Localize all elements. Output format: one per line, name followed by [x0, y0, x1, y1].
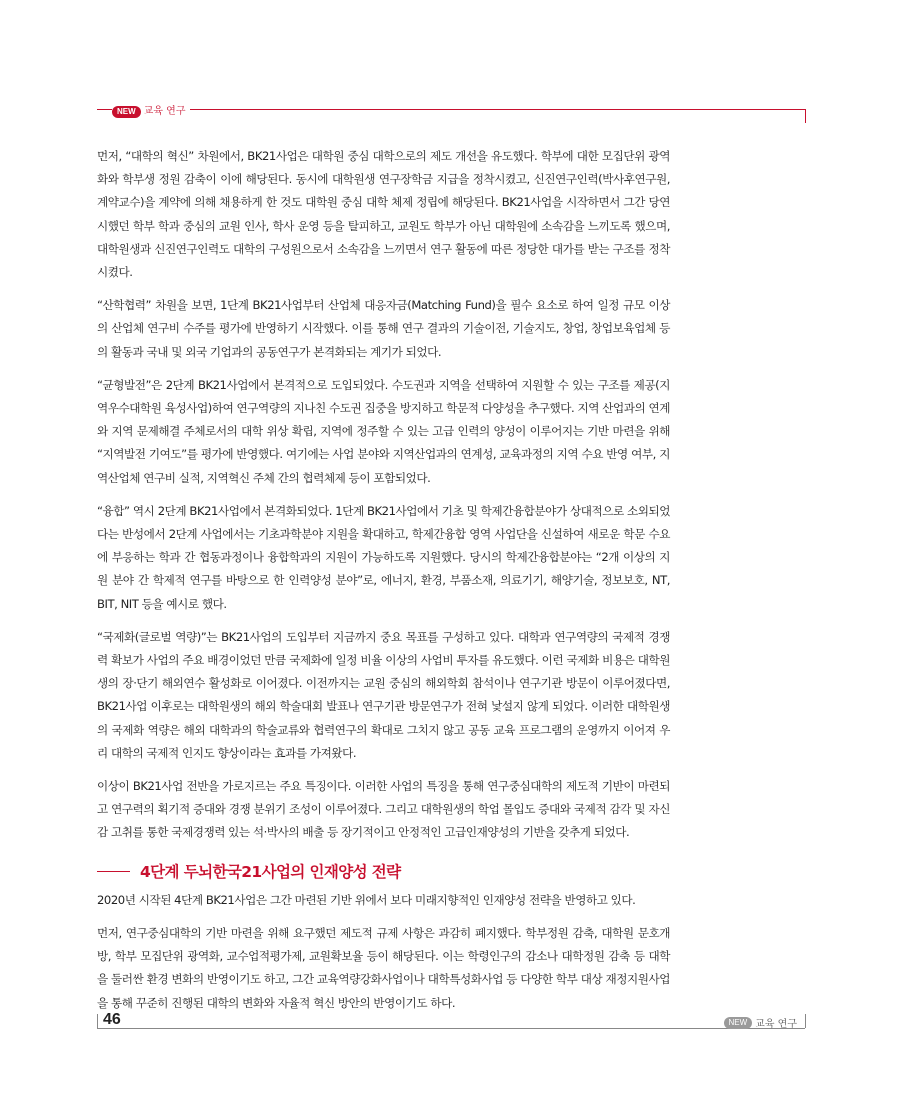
- paragraph: “균형발전”은 2단계 BK21사업에서 본격적으로 도입되었다. 수도권과 지역을 선택하여 지원할 수 있는 구조를 제공(지역우수대학원 육성사업)하여 연구역량의 지나친 수도권 집중을 방지하고 학문적 다양성을 추구했다. 지역 산업과의 연계와 지역 문제해결 주체로서의 대학 위상 확립, 지역에 정주할 수 있는 고급 인력의 양성이 이루어지는 기반 마련을 위해 “지역발전 기여도”를 평가에 반영했다. 여기에는 사업 분야와 지역산업과의 연계성, 교육과정의 지역 수요 반영 여부, 지역산업체 연구비 실적, 지역혁신 주체 간의 협력체제 등이 포함되었다.: [97, 377, 670, 485]
- footer-left-tick: [97, 1014, 98, 1028]
- paragraph: “국제화(글로벌 역량)”는 BK21사업의 도입부터 지금까지 중요 목표를 구성하고 있다. 대학과 연구역량의 국제적 경쟁력 확보가 사업의 주요 배경이었던 만큼 국제화에 일정 비율 이상의 사업비 투자를 유도했다. 이런 국제화 비용은 대학원생의 장·단기 해외연수 활성화로 이어졌다. 이전까지는 교원 중심의 해외학회 참석이나 연구기관 방문이 이루어졌다면, BK21사업 이후로는 대학원생의 해외 학술대회 발표나 연구기관 방문연구가 전혀 낯설지 않게 되었다. 이러한 대학원생의 국제화 역량은 해외 대학과의 학술교류와 협력연구의 확대로 그치지 않고 공동 교육 프로그램의 운영까지 이어져 우리 대학의 국제적 인지도 향상이라는 효과를 가져왔다.: [97, 629, 670, 760]
- paragraph: “융합” 역시 2단계 BK21사업에서 본격화되었다. 1단계 BK21사업에서 기초 및 학제간융합분야가 상대적으로 소외되었다는 반성에서 2단계 사업에서는 기초과학분야 지원을 확대하고, 학제간융합 영역 사업단을 신설하여 새로운 학문 수요에 부응하는 학과 간 협동과정이나 융합학과의 지원이 가능하도록 지원했다. 당시의 학제간융합분야는 “2개 이상의 지원 분야 간 학제적 연구를 바탕으로 한 인력양성 분야”로, 에너지, 환경, 부품소재, 의료기기, 해양기술, 정보보호, NT, BIT, NIT 등을 예시로 했다.: [97, 503, 670, 611]
- section-heading: [97, 861, 670, 883]
- heading-rule: [97, 871, 130, 872]
- footer-section-label: 교육 연구: [755, 1019, 797, 1030]
- running-header: [112, 106, 190, 118]
- footer-right-tick: [805, 1014, 806, 1028]
- paragraph: 이상이 BK21사업 전반을 가로지르는 주요 특징이다. 이러한 사업의 특징을 통해 연구중심대학의 제도적 기반이 마련되고 연구력의 획기적 증대와 경쟁 분위기 조성이 이루어졌다. 그리고 대학원생의 학업 몰입도 증대와 국제적 감각 및 자신감 고취를 통한 국제경쟁력 있는 석·박사의 배출 등 장기적이고 안정적인 고급인재양성의 기반을 갖추게 되었다.: [97, 779, 670, 840]
- paragraph: 2020년 시작된 4단계 BK21사업은 그간 마련된 기반 위에서 보다 미래지향적인 인재양성 전략을 반영하고 있다.: [97, 892, 636, 907]
- paragraph: “산학협력” 차원을 보면, 1단계 BK21사업부터 산업체 대응자금(Matching Fund)을 필수 요소로 하여 일정 규모 이상의 산업체 연구비 수주를 평가에 반영하기 시작했다. 이를 통해 연구 결과의 기술이전, 기술지도, 창업, 창업보육업체 등의 활동과 국내 및 외국 기업과의 공동연구가 본격화되는 계기가 되었다.: [97, 298, 670, 359]
- header-rule: [97, 109, 805, 110]
- new-badge: NEW: [724, 1017, 753, 1029]
- paragraph: 먼저, “대학의 혁신” 차원에서, BK21사업은 대학원 중심 대학으로의 제도 개선을 유도했다. 학부에 대한 모집단위 광역화와 학부생 정원 감축이 이에 해당된다. 동시에 대학원생 연구장학금 지급을 정착시켰고, 신진연구인력(박사후연구원, 계약교수)을 계약에 의해 채용하게 한 것도 대학원 중심 대학 체제 정립에 해당된다. BK21사업을 시작하면서 그간 당연시했던 학부 학과 중심의 교원 인사, 학사 운영 등을 탈피하고, 교원도 학부가 아닌 대학원에 소속감을 느끼도록 했으며, 대학원생과 신진연구인력도 대학의 구성원으로서 소속감을 느끼면서 연구 활동에 따른 정당한 대가를 받는 구조를 정착시켰다.: [97, 149, 670, 280]
- section-title: 4단계 두뇌한국21사업의 인재양성 전략: [140, 862, 401, 881]
- running-footer: [724, 1015, 798, 1030]
- article-body: [97, 145, 670, 1025]
- paragraph: 먼저, 연구중심대학의 기반 마련을 위해 요구했던 제도적 규제 사항은 과감히 폐지했다. 학부정원 감축, 대학원 문호개방, 학부 모집단위 광역화, 교수업적평가제, 교원확보율 등이 해당된다. 이는 학령인구의 감소나 대학정원 감축 등 대학을 둘러싼 환경 변화의 반영이기도 하고, 그간 교육역량강화사업이나 대학특성화사업 등 다양한 학부 대상 재정지원사업을 통해 꾸준히 진행된 대학의 변화와 자율적 혁신 방안의 반영이기도 하다.: [97, 925, 670, 1010]
- new-badge: NEW: [112, 106, 141, 118]
- page-number: 46: [103, 1011, 121, 1028]
- header-right-tick: [805, 109, 806, 123]
- footer-rule: [97, 1028, 805, 1029]
- header-section-label: 교육 연구: [143, 106, 186, 117]
